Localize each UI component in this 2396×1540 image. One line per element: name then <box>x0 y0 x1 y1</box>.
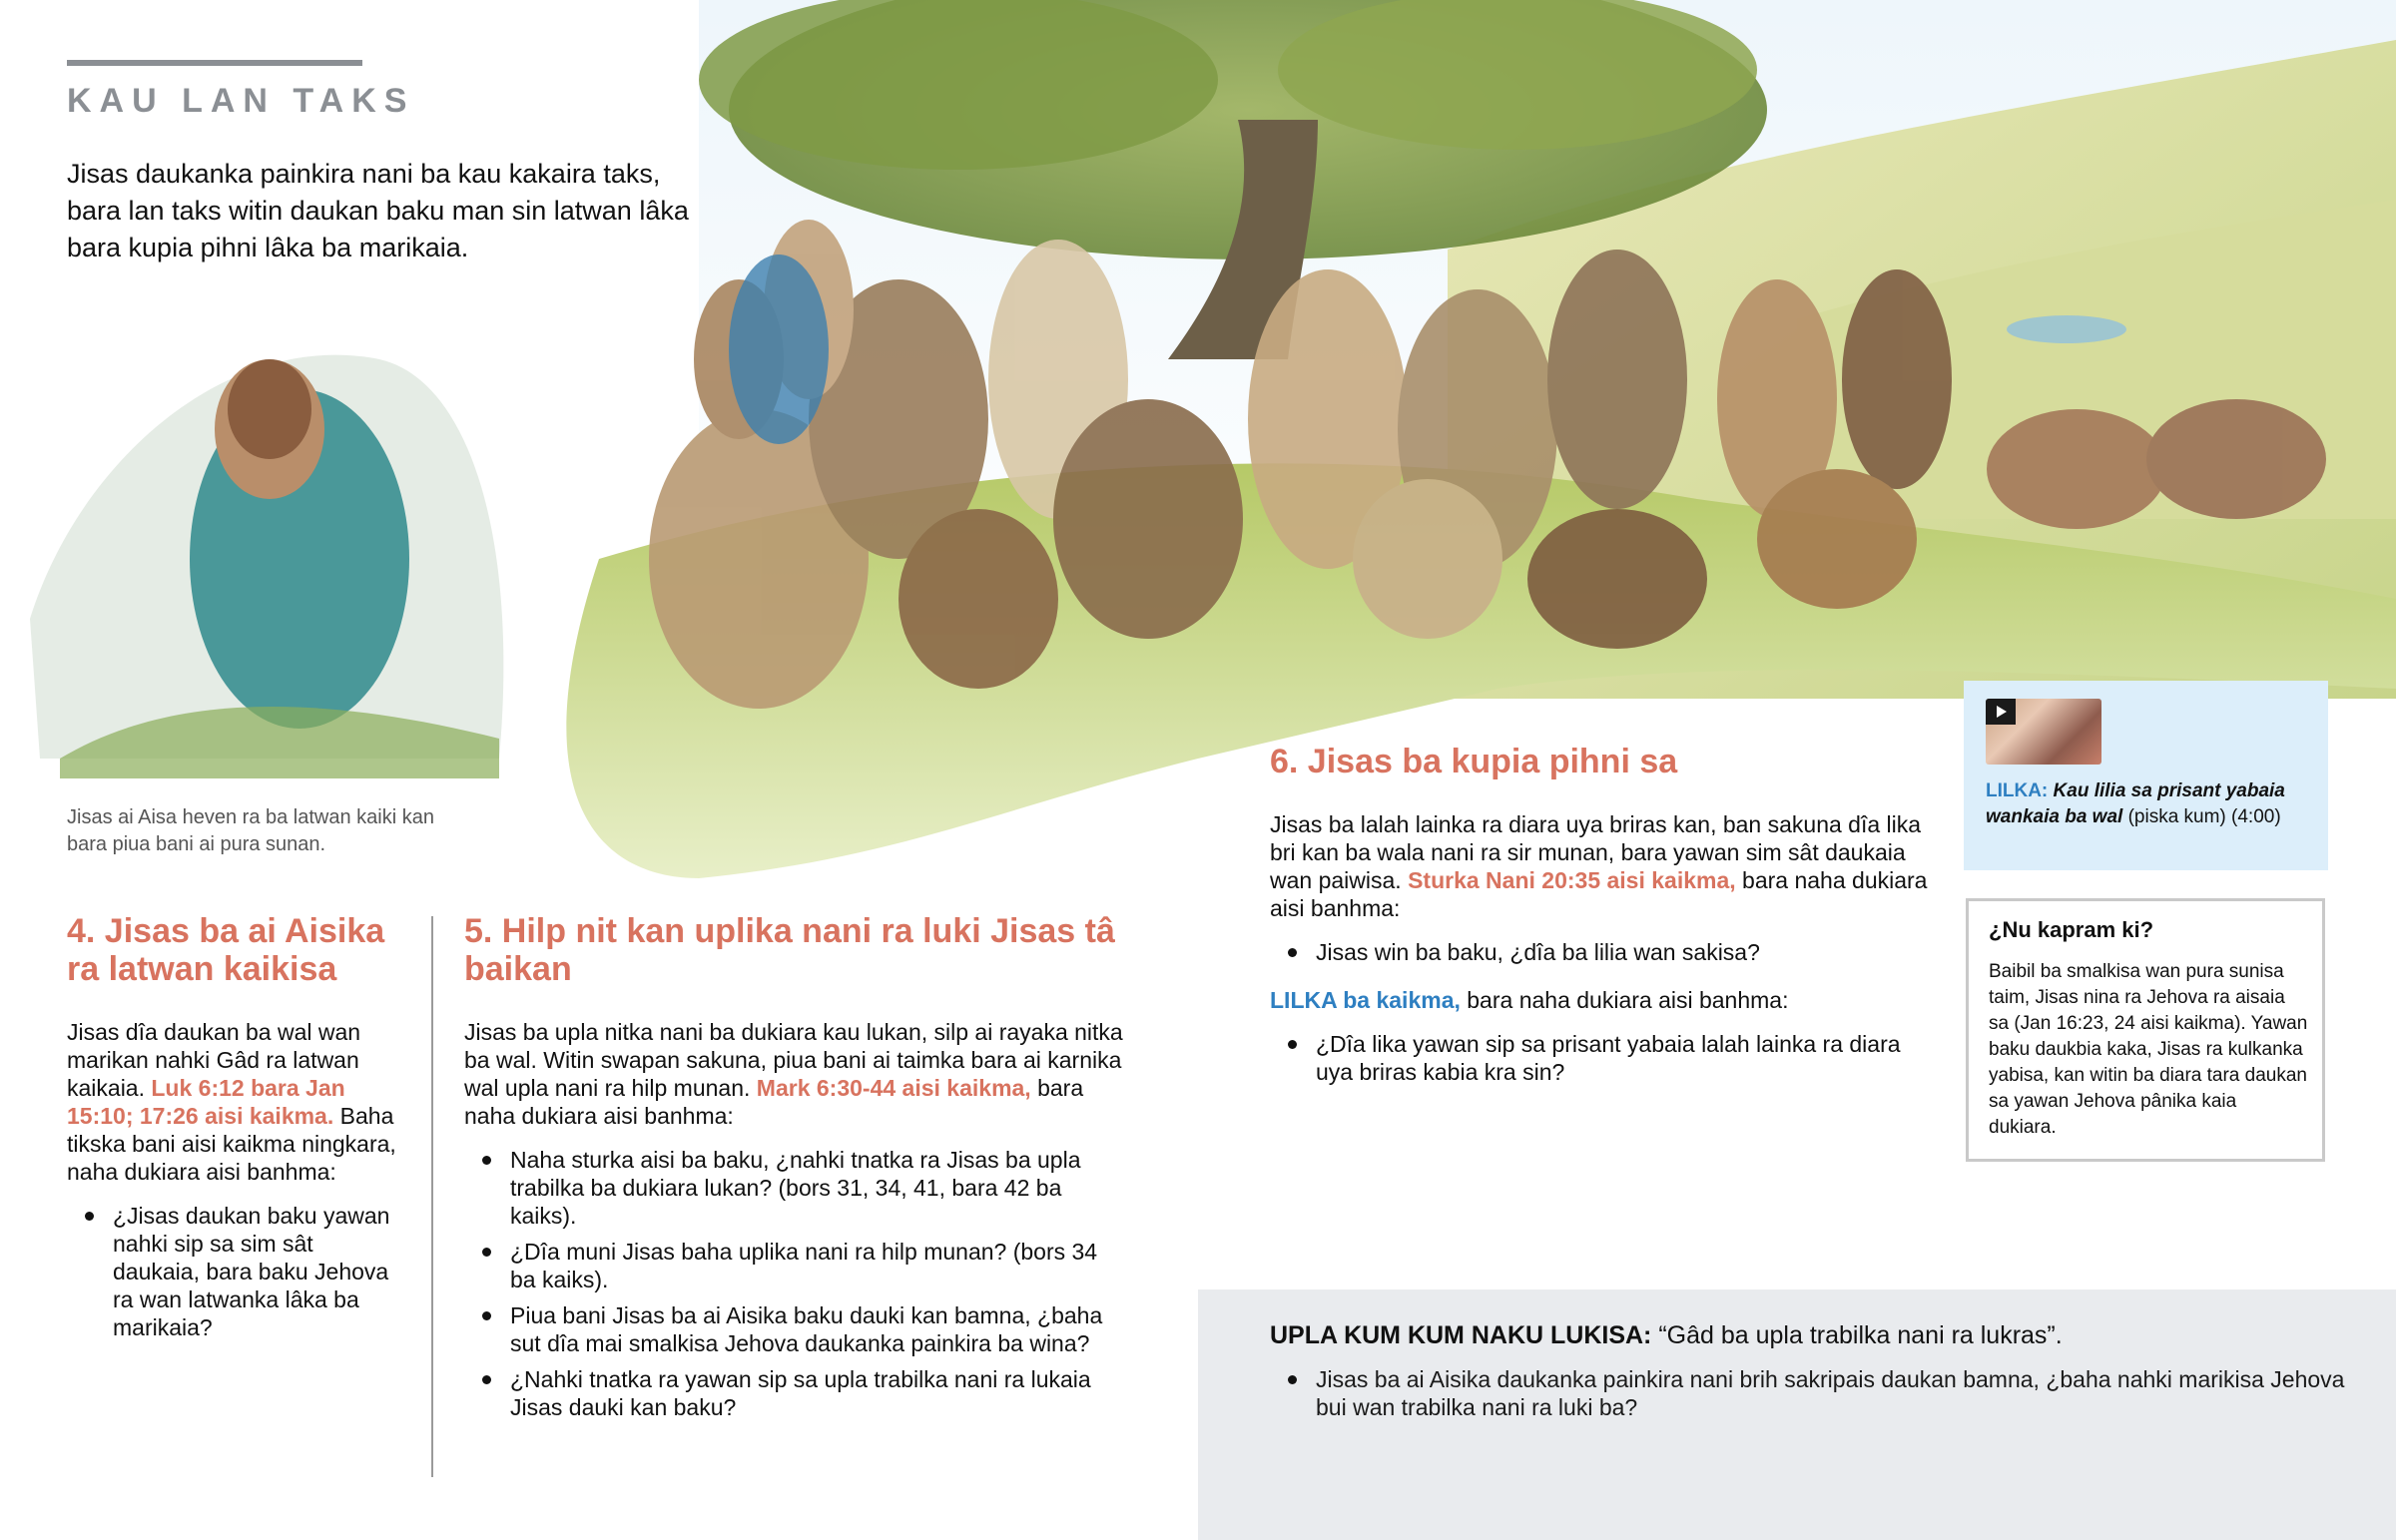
section-5-tail: bara naha dukiara aisi banhma: <box>464 1075 1084 1129</box>
section-4-title: 4. Jisas ba ai Aisika ra latwan kaikisa <box>67 912 385 988</box>
section-5-text: Jisas ba upla nitka nani ba dukiara kau lukan, silp ai rayaka nitka ba wal. Witin swapan sakuna, piua bani ai taimka bara ai karnika wal upla nani ra hilp munan. <box>464 1019 1123 1101</box>
section-5-scripture-link[interactable]: Mark 6:30-44 aisi kaikma, <box>756 1075 1031 1101</box>
video-meta: (piska kum) (4:00) <box>2127 806 2281 827</box>
section-6-questions-1 <box>1270 938 1929 966</box>
section-4-paragraph <box>67 1018 406 1186</box>
section-6-watch-tail: bara naha dukiara aisi banhma: <box>1467 987 1789 1013</box>
summary-heading <box>1270 1319 2368 1351</box>
section-5-paragraph <box>464 1018 1123 1130</box>
did-you-know-title: ¿Nu kapram ki? <box>1989 917 2154 942</box>
video-label: LILKA: <box>1986 780 2049 801</box>
section-5-title: 5. Hilp nit kan uplika nani ra luki Jisas tâ baikan <box>464 912 1115 988</box>
section-4-tail: Baha tikska bani aisi kaikma ningkara, naha dukiara aisi banhma: <box>67 1103 396 1185</box>
did-you-know-box <box>1966 898 2325 1162</box>
question-item: ¿Nahki tnatka ra yawan sip sa upla trabilka nani ra lukaia Jisas dauki kan baku? <box>510 1365 1123 1421</box>
section-6-questions-2 <box>1270 1030 1929 1086</box>
section-4-questions <box>67 1202 406 1341</box>
question-item: ¿Jisas daukan baku yawan nahki sip sa sim sât daukaia, bara baku Jehova ra wan latwanka lâka ba marikaia? <box>113 1202 406 1341</box>
did-you-know-body: Baibil ba smalkisa wan pura sunisa taim, Jisas nina ra Jehova ra aisaia sa (Jan 16:23, 24 aisi kaikma). Yawan baku daukbia kaka, Jisas ra kulkanka yabisa, kan witin ba diara tara daukan sa yawan Jehova pânika kaia dukiara. <box>1989 961 2308 1138</box>
section-6-tail: bara naha dukiara aisi banhma: <box>1270 867 1928 921</box>
video-thumbnail[interactable] <box>1986 699 2101 765</box>
play-icon[interactable] <box>1986 699 2016 725</box>
section-6-paragraph <box>1270 810 1929 922</box>
section-title: KAU LAN TAKS <box>67 82 415 120</box>
illustration-caption: Jisas ai Aisa heven ra ba latwan kaiki kan bara piua bani ai pura sunan. <box>67 806 434 855</box>
header-rule <box>67 60 362 66</box>
question-item: Jisas ba ai Aisika daukanka painkira nani brih sakripais daukan bamna, ¿baha nahki marikisa Jehova bui wan trabilka nani ra luki ba? <box>1316 1365 2374 1421</box>
video-box[interactable] <box>1964 681 2328 870</box>
summary-panel <box>1198 1289 2396 1540</box>
section-5 <box>464 912 1123 1429</box>
section-5-questions <box>464 1146 1123 1421</box>
question-item: Jisas win ba baku, ¿dîa ba lilia wan sakisa? <box>1316 938 1929 966</box>
section-6-watch-paragraph <box>1270 986 1929 1014</box>
section-6-scripture-link[interactable]: Sturka Nani 20:35 aisi kaikma, <box>1408 867 1736 893</box>
watch-video-link[interactable]: LILKA ba kaikma, <box>1270 987 1461 1013</box>
column-divider <box>431 916 433 1477</box>
summary-quote: “Gâd ba upla trabilka nani ra lukras”. <box>1658 1321 2063 1349</box>
section-4 <box>67 912 406 1349</box>
section-6 <box>1270 743 1929 1094</box>
summary-label: UPLA KUM KUM NAKU LUKISA: <box>1270 1321 1652 1349</box>
question-item: ¿Dîa muni Jisas baha uplika nani ra hilp munan? (bors 34 ba kaiks). <box>510 1238 1123 1293</box>
section-6-title: 6. Jisas ba kupia pihni sa <box>1270 743 1678 780</box>
video-title[interactable]: Kau lilia sa prisant yabaia wankaia ba wal <box>1986 780 2285 827</box>
summary-questions <box>1270 1365 2374 1429</box>
intro-text: Jisas daukanka painkira nani ba kau kakaira taks, bara lan taks witin daukan baku man sin latwan lâka bara kupia pihni lâka ba marikaia. <box>67 159 689 262</box>
section-6-text: Jisas ba lalah lainka ra diara uya briras kan, ban sakuna dîa lika bri kan ba wala nani ra sir munan, bara yawan sim sât daukaia wan paiwisa. <box>1270 811 1922 893</box>
question-item: ¿Dîa lika yawan sip sa prisant yabaia lalah lainka ra diara uya briras kabia kra sin? <box>1316 1030 1929 1086</box>
section-4-scripture-link[interactable]: Luk 6:12 bara Jan 15:10; 17:26 aisi kaikma. <box>67 1075 345 1129</box>
video-caption <box>1986 778 2315 830</box>
question-item: Piua bani Jisas ba ai Aisika baku dauki kan bamna, ¿baha sut dîa mai smalkisa Jehova daukanka painkira ba wina? <box>510 1301 1123 1357</box>
section-4-text: Jisas dîa daukan ba wal wan marikan nahki Gâd ra latwan kaikaia. <box>67 1019 361 1101</box>
question-item: Naha sturka aisi ba baku, ¿nahki tnatka ra Jisas ba upla trabilka ba dukiara lukan? (bors 31, 34, 41, bara 42 ba kaiks). <box>510 1146 1123 1230</box>
